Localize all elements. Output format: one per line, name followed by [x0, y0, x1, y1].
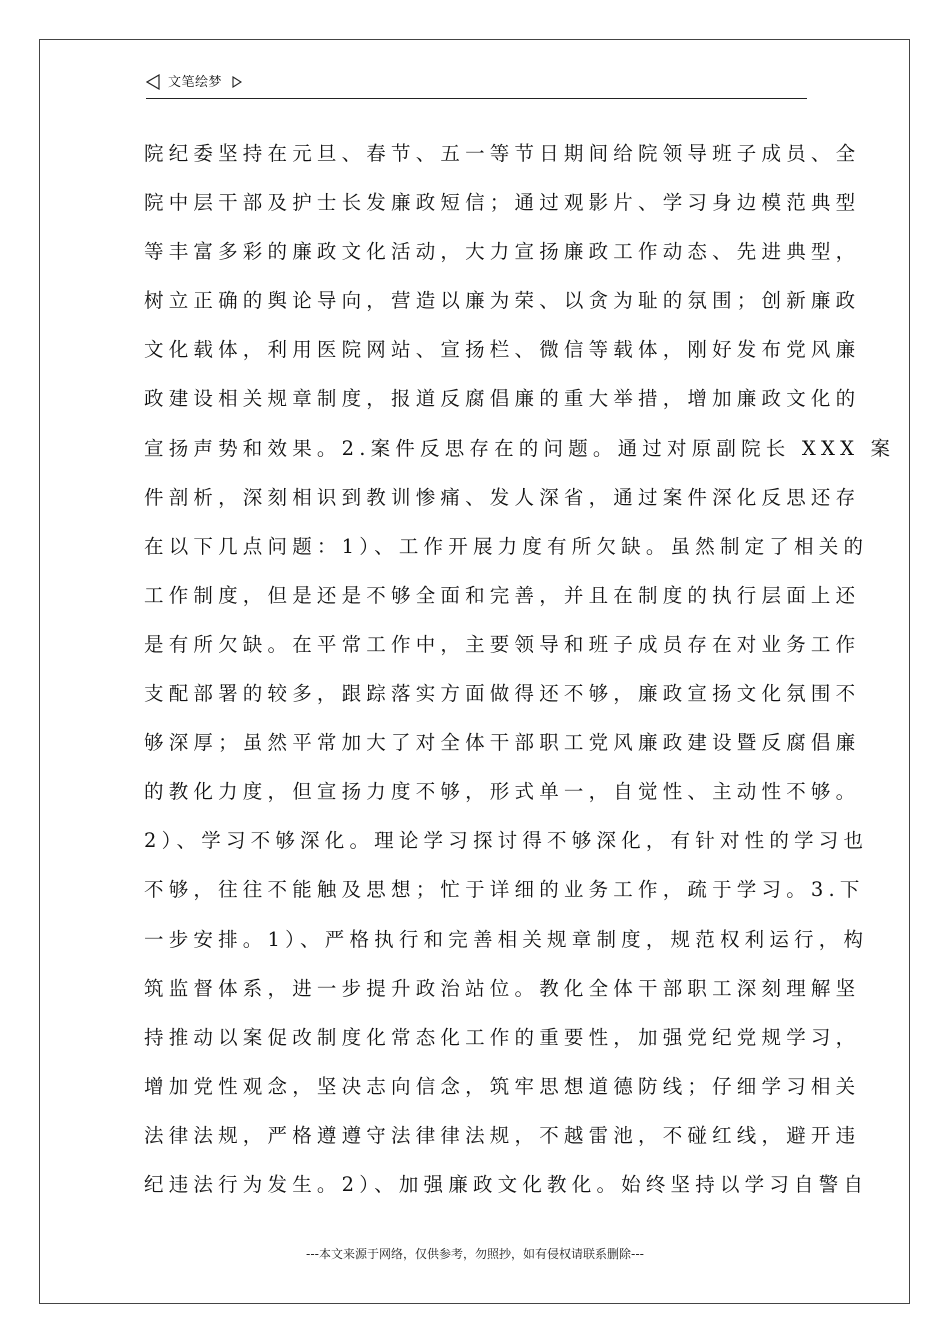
- body-line: 文化载体，利用医院网站、宣扬栏、微信等载体，刚好发布党风廉: [144, 338, 861, 362]
- body-line: 筑监督体系，进一步提升政治站位。教化全体干部职工深刻理解坚: [144, 976, 861, 1000]
- body-line: 工作制度，但是还是不够全面和完善，并且在制度的执行层面上还: [144, 583, 861, 607]
- body-line: 持推动以案促改制度化常态化工作的重要性，加强党纪党规学习，: [144, 1025, 861, 1049]
- body-line: 2）、学习不够深化。理论学习探讨得不够深化，有针对性的学习也: [144, 829, 869, 853]
- body-line: 支配部署的较多，跟踪落实方面做得还不够，廉政宣扬文化氛围不: [144, 682, 861, 706]
- body-line: 不够，往往不能触及思想；忙于详细的业务工作，疏于学习。3.下: [144, 878, 865, 902]
- body-line: 件剖析，深刻相识到教训惨痛、发人深省，通过案件深化反思还存: [144, 485, 861, 509]
- body-line: 是有所欠缺。在平常工作中，主要领导和班子成员存在对业务工作: [144, 632, 861, 656]
- body-line: 院中层干部及护士长发廉政短信；通过观影片、学习身边模范典型: [144, 191, 861, 215]
- body-line: 的教化力度，但宣扬力度不够，形式单一，自觉性、主动性不够。: [144, 780, 861, 804]
- footer-note: ---本文来源于网络，仅供参考，勿照抄，如有侵权请联系删除---: [306, 1247, 644, 1261]
- body-line: 政建设相关规章制度，报道反腐倡廉的重大举措，增加廉政文化的: [144, 387, 861, 411]
- body-line: 法律法规，严格遵遵守法律律法规，不越雷池，不碰红线，避开违: [144, 1123, 861, 1147]
- body-line: 够深厚；虽然平常加大了对全体干部职工党风廉政建设暨反腐倡廉: [144, 731, 861, 755]
- triangle-left-icon: [146, 74, 160, 90]
- body-line: 一步安排。1）、严格执行和完善相关规章制度，规范权利运行，构: [144, 927, 869, 951]
- page-header: [146, 72, 807, 99]
- header-title: 文笔绘梦: [168, 75, 223, 90]
- body-text: [144, 129, 896, 1209]
- body-line: 宣扬声势和效果。2.案件反思存在的问题。通过对原副院长 XXX 案: [144, 436, 896, 460]
- triangle-right-icon: [232, 76, 242, 88]
- body-line: 院纪委坚持在元旦、春节、五一等节日期间给院领导班子成员、全: [144, 142, 861, 165]
- body-line: 等丰富多彩的廉政文化活动，大力宣扬廉政工作动态、先进典型，: [144, 240, 861, 264]
- body-line: 增加党性观念，坚决志向信念，筑牢思想道德防线；仔细学习相关: [144, 1074, 861, 1098]
- body-line: 纪违法行为发生。2）、加强廉政文化教化。始终坚持以学习自警自: [144, 1172, 869, 1196]
- body-line: 树立正确的舆论导向，营造以廉为荣、以贪为耻的氛围；创新廉政: [144, 289, 861, 313]
- body-line: 在以下几点问题：1）、工作开展力度有所欠缺。虽然制定了相关的: [144, 534, 869, 558]
